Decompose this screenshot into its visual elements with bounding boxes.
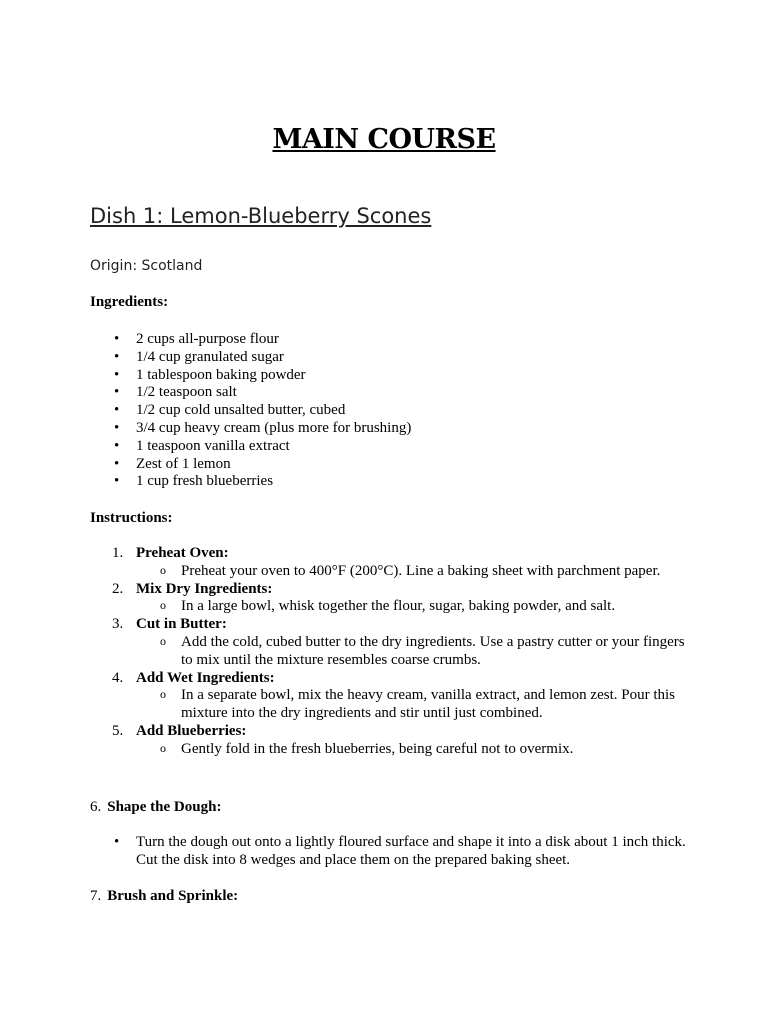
- step-title: Add Wet Ingredients:: [136, 669, 275, 686]
- dish-title: Dish 1: Lemon-Blueberry Scones: [90, 204, 432, 228]
- step-6-heading: [90, 799, 221, 816]
- ingredient-item: • 3/4 cup heavy cream (plus more for brushing): [114, 420, 694, 438]
- step-7-heading: [90, 888, 238, 905]
- step-title: Shape the Dough:: [107, 799, 222, 815]
- step-detail-list: [136, 598, 690, 616]
- step-number: 4.: [112, 669, 124, 686]
- origin-text: Origin: Scotland: [90, 258, 203, 274]
- ingredients-list: [114, 331, 694, 491]
- page-title: MAIN COURSE: [272, 124, 496, 155]
- ingredient-item: • 2 cups all-purpose flour: [114, 331, 694, 349]
- sub-bullet-marker: o: [160, 633, 166, 648]
- step-number: 2.: [112, 580, 124, 597]
- sub-bullet-marker: o: [160, 598, 166, 613]
- step-detail-list: [136, 741, 690, 759]
- ingredient-item: • Zest of 1 lemon: [114, 456, 694, 474]
- step-detail: [136, 598, 690, 616]
- step-detail: [136, 741, 690, 759]
- sub-bullet-marker: o: [160, 687, 166, 702]
- sub-bullet-marker: o: [160, 740, 166, 755]
- step-detail: • Turn the dough out onto a lightly floured surface and shape it into a disk about 1 inch thick. Cut the disk into 8 wedges and place them on the prepared baking sheet.: [114, 834, 694, 870]
- ingredient-item: • 1 cup fresh blueberries: [114, 473, 694, 491]
- step-detail-text: Preheat your oven to 400°F (200°C). Line a baking sheet with parchment paper.: [181, 562, 661, 579]
- ingredients-heading: Ingredients:: [90, 294, 169, 310]
- step-detail: [136, 634, 690, 670]
- instruction-step: [90, 581, 690, 617]
- instruction-step: [90, 616, 690, 669]
- step-detail-text: Add the cold, cubed butter to the dry ingredients. Use a pastry cutter or your fingers to mix until the mixture resembles coarse crumbs.: [181, 633, 685, 668]
- step-detail-list: [136, 687, 690, 723]
- ingredient-item: • 1 tablespoon baking powder: [114, 367, 694, 385]
- step-title: Preheat Oven:: [136, 545, 229, 561]
- step-number: 7.: [90, 888, 102, 904]
- ingredient-item: • 1/4 cup granulated sugar: [114, 349, 694, 367]
- step-detail-list: [136, 634, 690, 670]
- step-number: 1.: [112, 545, 124, 561]
- instructions-list: [90, 545, 690, 759]
- step-6-detail-list: [114, 834, 694, 870]
- step-number: 6.: [90, 799, 102, 815]
- instruction-step: [90, 723, 690, 759]
- instruction-step: [90, 670, 690, 723]
- ingredient-item: • 1 teaspoon vanilla extract: [114, 438, 694, 456]
- step-detail: [136, 563, 690, 581]
- step-detail: [136, 687, 690, 723]
- step-number: 5.: [112, 722, 124, 739]
- instruction-step: [90, 545, 690, 581]
- step-detail-text: In a separate bowl, mix the heavy cream, vanilla extract, and lemon zest. Pour this mixture into the dry ingredients and stir until just combined.: [181, 687, 675, 722]
- step-detail-text: In a large bowl, whisk together the flour, sugar, baking powder, and salt.: [181, 598, 616, 615]
- step-title: Cut in Butter:: [136, 616, 227, 633]
- step-detail-text: Gently fold in the fresh blueberries, being careful not to overmix.: [181, 740, 574, 757]
- step-number: 3.: [112, 616, 124, 633]
- step-title: Add Blueberries:: [136, 722, 247, 739]
- instructions-heading: Instructions:: [90, 510, 173, 526]
- ingredient-item: • 1/2 cup cold unsalted butter, cubed: [114, 402, 694, 420]
- sub-bullet-marker: o: [160, 562, 166, 577]
- step-title: Brush and Sprinkle:: [107, 888, 239, 904]
- ingredient-item: • 1/2 teaspoon salt: [114, 384, 694, 402]
- step-detail-list: [136, 563, 690, 581]
- step-title: Mix Dry Ingredients:: [136, 580, 273, 597]
